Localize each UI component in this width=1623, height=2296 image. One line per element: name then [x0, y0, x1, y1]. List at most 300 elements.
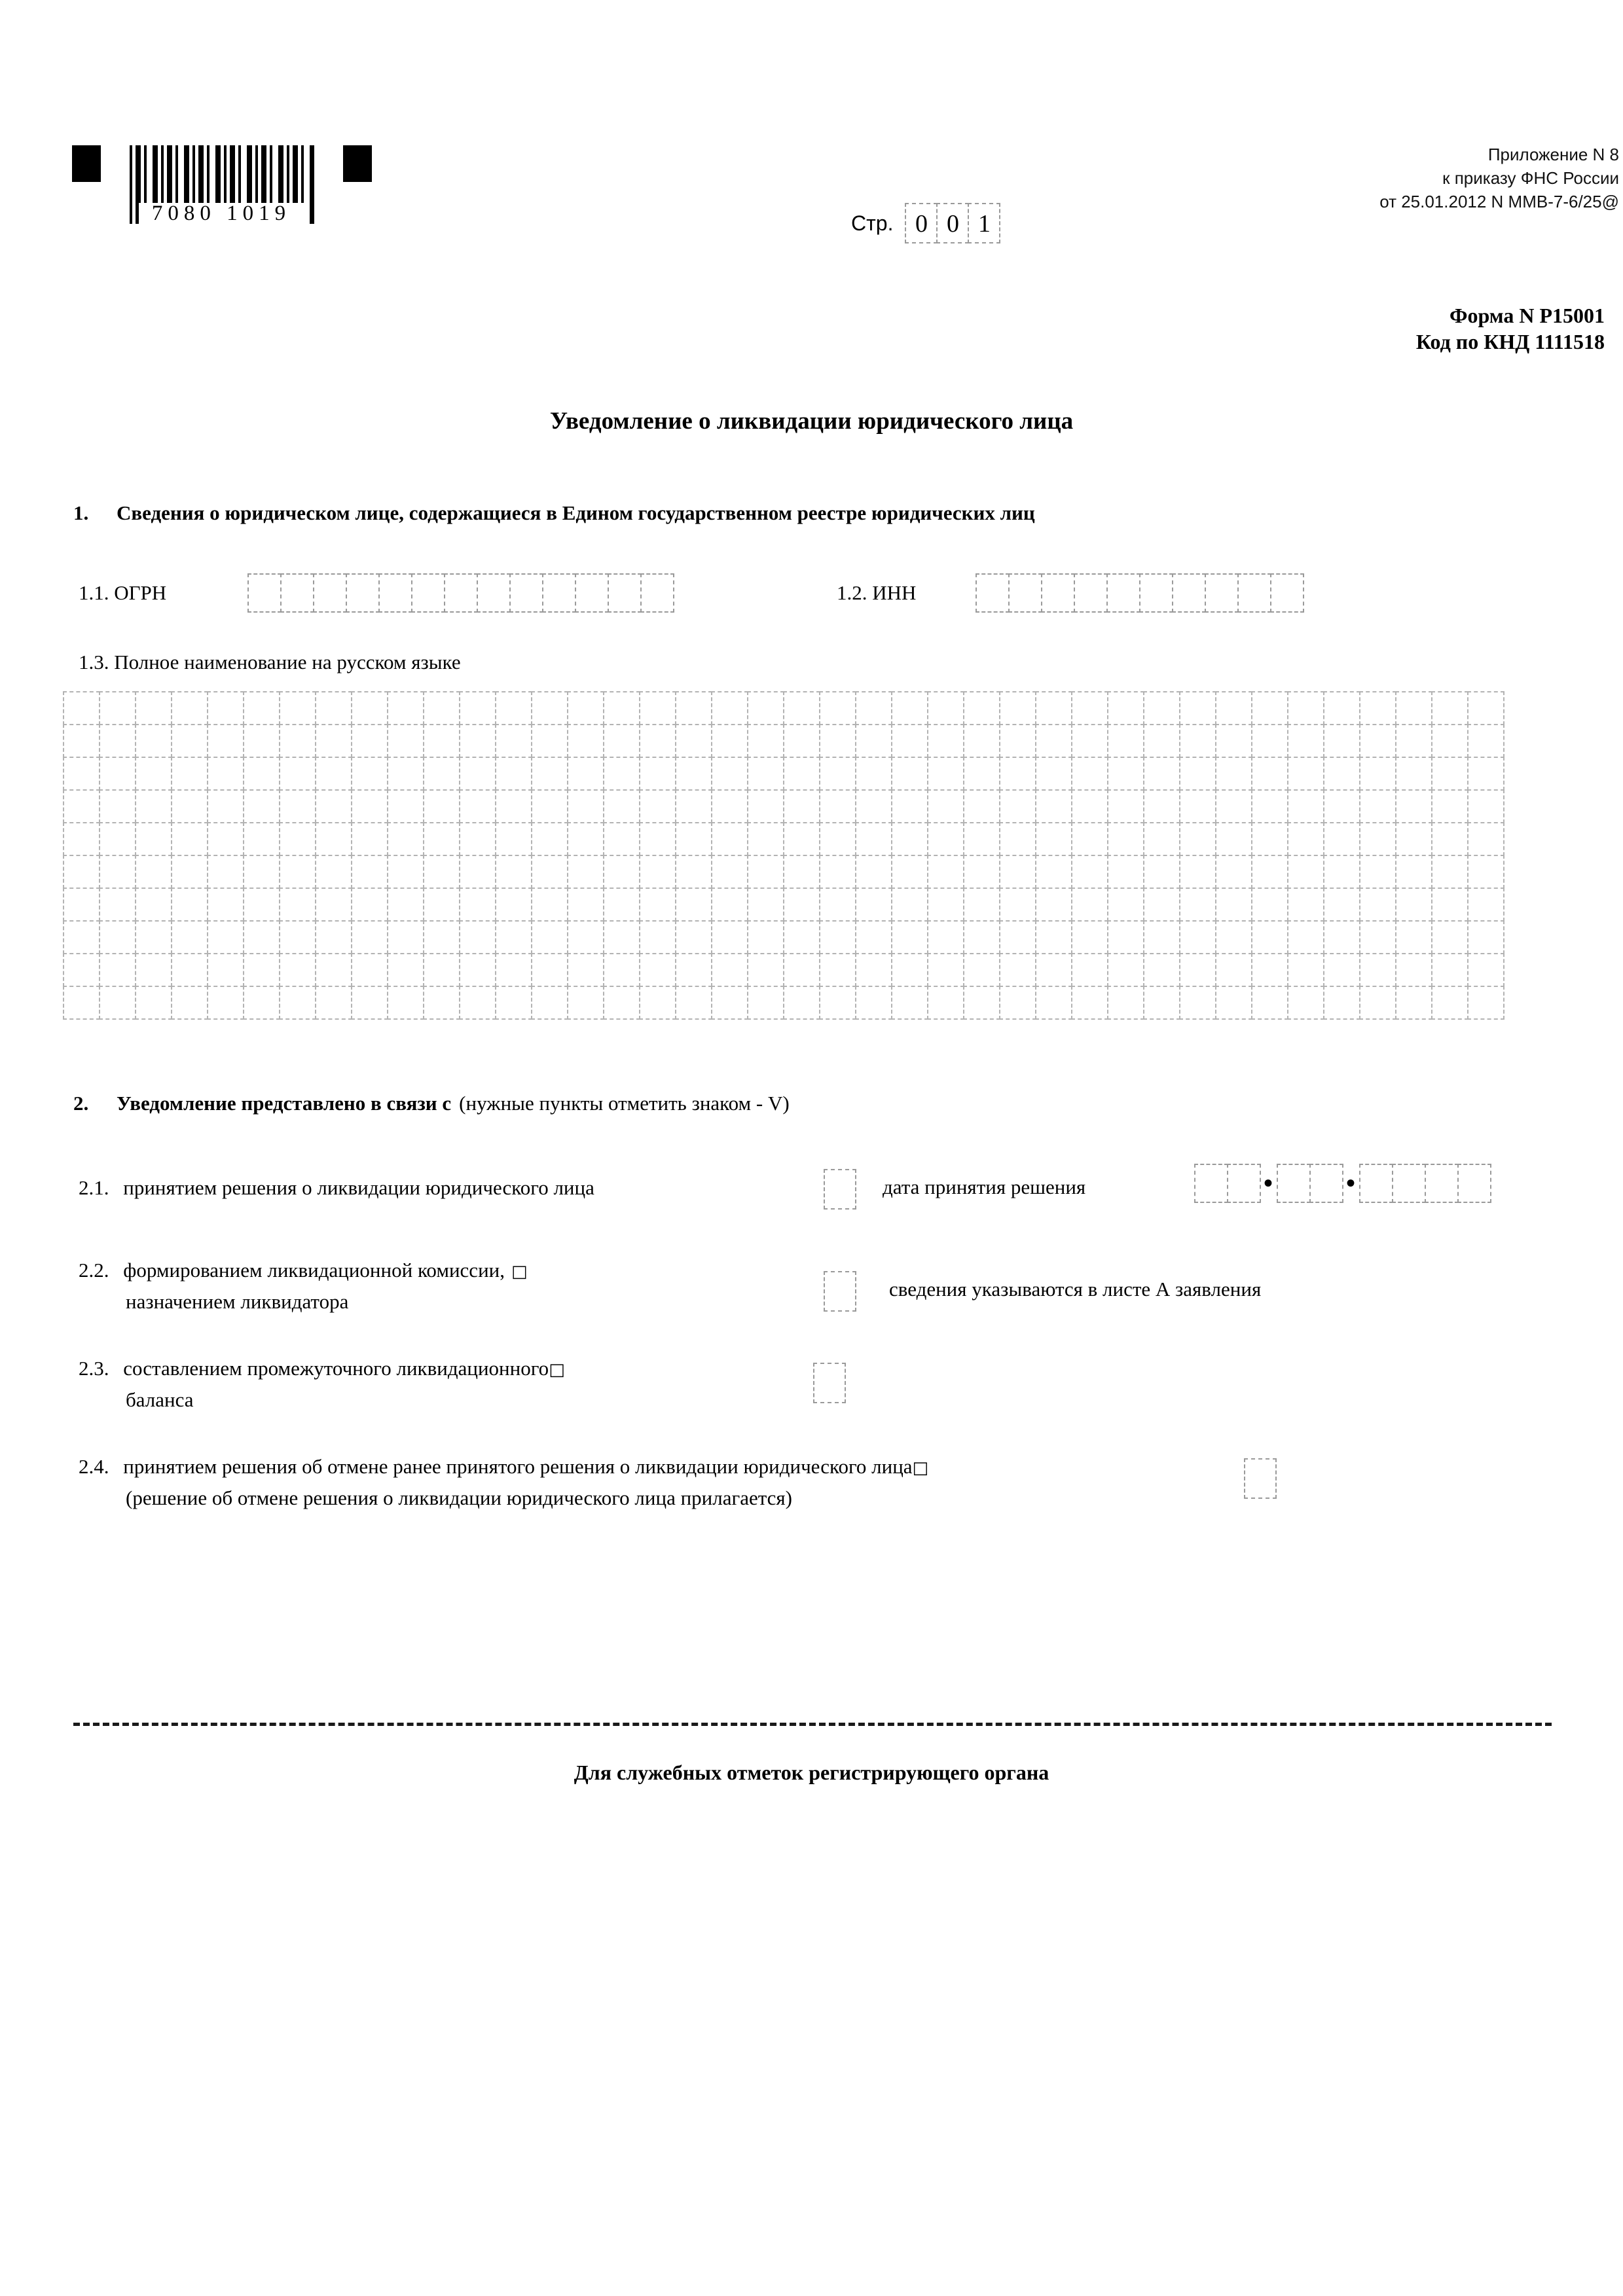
- full-name-char-cell[interactable]: [351, 757, 388, 791]
- full-name-char-cell[interactable]: [387, 920, 424, 954]
- full-name-char-cell[interactable]: [1143, 953, 1180, 987]
- ogrn-input[interactable]: [247, 573, 673, 613]
- full-name-char-cell[interactable]: [1179, 757, 1216, 791]
- full-name-char-cell[interactable]: [855, 724, 892, 758]
- full-name-char-cell[interactable]: [855, 855, 892, 889]
- full-name-char-cell[interactable]: [927, 855, 964, 889]
- full-name-char-cell[interactable]: [459, 691, 496, 725]
- full-name-char-cell[interactable]: [495, 757, 532, 791]
- full-name-char-cell[interactable]: [1035, 789, 1072, 823]
- full-name-char-cell[interactable]: [963, 986, 1000, 1020]
- full-name-char-cell[interactable]: [207, 953, 244, 987]
- full-name-char-cell[interactable]: [675, 855, 712, 889]
- full-name-char-cell[interactable]: [1395, 855, 1432, 889]
- full-name-char-cell[interactable]: [1251, 888, 1288, 922]
- full-name-char-cell[interactable]: [423, 724, 460, 758]
- full-name-char-cell[interactable]: [351, 691, 388, 725]
- full-name-char-cell[interactable]: [891, 953, 928, 987]
- inn-digit-cell[interactable]: [1172, 573, 1206, 613]
- full-name-char-cell[interactable]: [423, 789, 460, 823]
- full-name-char-cell[interactable]: [63, 855, 100, 889]
- full-name-char-cell[interactable]: [63, 953, 100, 987]
- full-name-char-cell[interactable]: [675, 953, 712, 987]
- full-name-row[interactable]: [63, 953, 1503, 987]
- full-name-char-cell[interactable]: [1215, 822, 1252, 856]
- ogrn-digit-cell[interactable]: [542, 573, 576, 613]
- full-name-char-cell[interactable]: [1035, 920, 1072, 954]
- full-name-char-cell[interactable]: [459, 822, 496, 856]
- inn-digit-cell[interactable]: [976, 573, 1010, 613]
- date-year-cell[interactable]: [1359, 1164, 1393, 1203]
- ogrn-digit-cell[interactable]: [608, 573, 642, 613]
- full-name-char-cell[interactable]: [135, 888, 172, 922]
- full-name-char-cell[interactable]: [459, 855, 496, 889]
- full-name-char-cell[interactable]: [1107, 789, 1144, 823]
- full-name-char-cell[interactable]: [963, 855, 1000, 889]
- full-name-char-cell[interactable]: [1035, 855, 1072, 889]
- full-name-char-cell[interactable]: [1179, 920, 1216, 954]
- full-name-char-cell[interactable]: [927, 986, 964, 1020]
- full-name-char-cell[interactable]: [819, 757, 856, 791]
- full-name-char-cell[interactable]: [459, 888, 496, 922]
- full-name-char-cell[interactable]: [531, 789, 568, 823]
- full-name-char-cell[interactable]: [1215, 724, 1252, 758]
- full-name-char-cell[interactable]: [675, 888, 712, 922]
- full-name-char-cell[interactable]: [1035, 724, 1072, 758]
- full-name-char-cell[interactable]: [603, 986, 640, 1020]
- full-name-char-cell[interactable]: [387, 757, 424, 791]
- ogrn-digit-cell[interactable]: [575, 573, 609, 613]
- ogrn-digit-cell[interactable]: [346, 573, 380, 613]
- full-name-char-cell[interactable]: [1071, 888, 1108, 922]
- full-name-row[interactable]: [63, 724, 1503, 758]
- inn-input[interactable]: [976, 573, 1303, 613]
- full-name-char-cell[interactable]: [135, 822, 172, 856]
- full-name-char-cell[interactable]: [99, 757, 136, 791]
- full-name-char-cell[interactable]: [999, 986, 1036, 1020]
- full-name-char-cell[interactable]: [999, 724, 1036, 758]
- full-name-char-cell[interactable]: [1467, 920, 1504, 954]
- full-name-char-cell[interactable]: [1071, 953, 1108, 987]
- full-name-char-cell[interactable]: [1323, 888, 1360, 922]
- full-name-char-cell[interactable]: [747, 920, 784, 954]
- full-name-char-cell[interactable]: [999, 822, 1036, 856]
- full-name-char-cell[interactable]: [207, 986, 244, 1020]
- full-name-char-cell[interactable]: [1107, 888, 1144, 922]
- full-name-char-cell[interactable]: [999, 757, 1036, 791]
- ogrn-digit-cell[interactable]: [640, 573, 674, 613]
- full-name-char-cell[interactable]: [531, 953, 568, 987]
- full-name-char-cell[interactable]: [1071, 724, 1108, 758]
- full-name-char-cell[interactable]: [315, 822, 352, 856]
- full-name-char-cell[interactable]: [1071, 920, 1108, 954]
- full-name-char-cell[interactable]: [603, 855, 640, 889]
- full-name-char-cell[interactable]: [279, 986, 316, 1020]
- full-name-char-cell[interactable]: [171, 888, 208, 922]
- full-name-char-cell[interactable]: [1359, 888, 1396, 922]
- full-name-char-cell[interactable]: [387, 888, 424, 922]
- full-name-char-cell[interactable]: [459, 920, 496, 954]
- full-name-char-cell[interactable]: [279, 920, 316, 954]
- full-name-char-cell[interactable]: [711, 888, 748, 922]
- inn-digit-cell[interactable]: [1205, 573, 1239, 613]
- full-name-row[interactable]: [63, 855, 1503, 889]
- full-name-char-cell[interactable]: [531, 724, 568, 758]
- full-name-char-cell[interactable]: [531, 986, 568, 1020]
- full-name-char-cell[interactable]: [639, 789, 676, 823]
- full-name-char-cell[interactable]: [171, 920, 208, 954]
- full-name-char-cell[interactable]: [675, 724, 712, 758]
- full-name-char-cell[interactable]: [351, 986, 388, 1020]
- full-name-char-cell[interactable]: [1431, 822, 1468, 856]
- full-name-char-cell[interactable]: [387, 986, 424, 1020]
- page-digit-cell[interactable]: 0: [936, 203, 969, 243]
- full-name-char-cell[interactable]: [963, 757, 1000, 791]
- full-name-char-cell[interactable]: [531, 691, 568, 725]
- full-name-char-cell[interactable]: [243, 691, 280, 725]
- full-name-char-cell[interactable]: [675, 986, 712, 1020]
- full-name-char-cell[interactable]: [1251, 789, 1288, 823]
- full-name-char-cell[interactable]: [1431, 724, 1468, 758]
- full-name-char-cell[interactable]: [1431, 888, 1468, 922]
- full-name-char-cell[interactable]: [819, 888, 856, 922]
- full-name-char-cell[interactable]: [783, 724, 820, 758]
- full-name-char-cell[interactable]: [1035, 953, 1072, 987]
- full-name-char-cell[interactable]: [855, 888, 892, 922]
- full-name-char-cell[interactable]: [891, 822, 928, 856]
- full-name-char-cell[interactable]: [1323, 986, 1360, 1020]
- full-name-char-cell[interactable]: [1431, 920, 1468, 954]
- full-name-char-cell[interactable]: [783, 789, 820, 823]
- full-name-char-cell[interactable]: [1287, 691, 1324, 725]
- full-name-char-cell[interactable]: [207, 789, 244, 823]
- full-name-char-cell[interactable]: [747, 822, 784, 856]
- item-2-4-checkbox[interactable]: [1244, 1458, 1277, 1499]
- full-name-char-cell[interactable]: [207, 855, 244, 889]
- full-name-char-cell[interactable]: [603, 724, 640, 758]
- date-year-cell[interactable]: [1425, 1164, 1459, 1203]
- full-name-char-cell[interactable]: [459, 986, 496, 1020]
- full-name-char-cell[interactable]: [1071, 855, 1108, 889]
- full-name-char-cell[interactable]: [1359, 724, 1396, 758]
- full-name-char-cell[interactable]: [1431, 986, 1468, 1020]
- full-name-char-cell[interactable]: [531, 855, 568, 889]
- full-name-char-cell[interactable]: [711, 724, 748, 758]
- full-name-char-cell[interactable]: [1179, 789, 1216, 823]
- full-name-char-cell[interactable]: [423, 822, 460, 856]
- inn-digit-cell[interactable]: [1237, 573, 1271, 613]
- full-name-char-cell[interactable]: [1395, 757, 1432, 791]
- full-name-char-cell[interactable]: [783, 691, 820, 725]
- full-name-char-cell[interactable]: [1323, 953, 1360, 987]
- full-name-char-cell[interactable]: [639, 822, 676, 856]
- full-name-char-cell[interactable]: [603, 888, 640, 922]
- full-name-char-cell[interactable]: [1287, 920, 1324, 954]
- full-name-char-cell[interactable]: [783, 986, 820, 1020]
- full-name-char-cell[interactable]: [135, 757, 172, 791]
- full-name-char-cell[interactable]: [927, 789, 964, 823]
- full-name-char-cell[interactable]: [819, 724, 856, 758]
- full-name-char-cell[interactable]: [711, 822, 748, 856]
- full-name-char-cell[interactable]: [1467, 691, 1504, 725]
- full-name-char-cell[interactable]: [207, 757, 244, 791]
- full-name-char-cell[interactable]: [495, 953, 532, 987]
- full-name-row[interactable]: [63, 888, 1503, 922]
- full-name-char-cell[interactable]: [711, 855, 748, 889]
- full-name-char-cell[interactable]: [1215, 888, 1252, 922]
- full-name-char-cell[interactable]: [531, 920, 568, 954]
- full-name-char-cell[interactable]: [891, 724, 928, 758]
- full-name-char-cell[interactable]: [423, 691, 460, 725]
- full-name-char-cell[interactable]: [135, 986, 172, 1020]
- full-name-char-cell[interactable]: [1107, 986, 1144, 1020]
- full-name-char-cell[interactable]: [99, 724, 136, 758]
- full-name-char-cell[interactable]: [1251, 691, 1288, 725]
- full-name-char-cell[interactable]: [927, 953, 964, 987]
- full-name-char-cell[interactable]: [423, 953, 460, 987]
- full-name-char-cell[interactable]: [351, 822, 388, 856]
- full-name-char-cell[interactable]: [423, 757, 460, 791]
- full-name-char-cell[interactable]: [1107, 920, 1144, 954]
- full-name-char-cell[interactable]: [1287, 986, 1324, 1020]
- full-name-char-cell[interactable]: [171, 986, 208, 1020]
- full-name-char-cell[interactable]: [279, 757, 316, 791]
- full-name-char-cell[interactable]: [207, 920, 244, 954]
- full-name-char-cell[interactable]: [1179, 691, 1216, 725]
- full-name-char-cell[interactable]: [603, 757, 640, 791]
- full-name-char-cell[interactable]: [1107, 855, 1144, 889]
- full-name-char-cell[interactable]: [243, 986, 280, 1020]
- full-name-char-cell[interactable]: [567, 986, 604, 1020]
- full-name-char-cell[interactable]: [1251, 855, 1288, 889]
- full-name-char-cell[interactable]: [387, 953, 424, 987]
- full-name-char-cell[interactable]: [531, 822, 568, 856]
- full-name-char-cell[interactable]: [315, 920, 352, 954]
- item-2-2-checkbox[interactable]: [824, 1271, 856, 1312]
- full-name-char-cell[interactable]: [1287, 855, 1324, 889]
- full-name-char-cell[interactable]: [711, 920, 748, 954]
- full-name-char-cell[interactable]: [1395, 888, 1432, 922]
- full-name-char-cell[interactable]: [783, 757, 820, 791]
- full-name-char-cell[interactable]: [567, 855, 604, 889]
- full-name-char-cell[interactable]: [351, 855, 388, 889]
- full-name-char-cell[interactable]: [819, 855, 856, 889]
- full-name-char-cell[interactable]: [1215, 789, 1252, 823]
- full-name-char-cell[interactable]: [1215, 920, 1252, 954]
- full-name-char-cell[interactable]: [1395, 986, 1432, 1020]
- full-name-char-cell[interactable]: [1395, 920, 1432, 954]
- full-name-char-cell[interactable]: [819, 920, 856, 954]
- full-name-char-cell[interactable]: [639, 757, 676, 791]
- full-name-char-cell[interactable]: [1179, 822, 1216, 856]
- full-name-char-cell[interactable]: [927, 691, 964, 725]
- full-name-char-cell[interactable]: [639, 855, 676, 889]
- inn-digit-cell[interactable]: [1139, 573, 1173, 613]
- full-name-char-cell[interactable]: [243, 855, 280, 889]
- full-name-char-cell[interactable]: [675, 757, 712, 791]
- page-digit-cell[interactable]: 1: [968, 203, 1000, 243]
- date-day-cell[interactable]: [1194, 1164, 1228, 1203]
- full-name-char-cell[interactable]: [243, 953, 280, 987]
- full-name-char-cell[interactable]: [1215, 855, 1252, 889]
- full-name-char-cell[interactable]: [495, 986, 532, 1020]
- date-day-cell[interactable]: [1227, 1164, 1261, 1203]
- full-name-char-cell[interactable]: [999, 855, 1036, 889]
- full-name-char-cell[interactable]: [1359, 953, 1396, 987]
- decision-date-input[interactable]: [1194, 1164, 1490, 1203]
- full-name-char-cell[interactable]: [171, 789, 208, 823]
- full-name-char-cell[interactable]: [315, 691, 352, 725]
- full-name-char-cell[interactable]: [855, 953, 892, 987]
- full-name-char-cell[interactable]: [1179, 724, 1216, 758]
- full-name-char-cell[interactable]: [315, 757, 352, 791]
- full-name-char-cell[interactable]: [1467, 953, 1504, 987]
- full-name-char-cell[interactable]: [99, 855, 136, 889]
- full-name-char-cell[interactable]: [135, 920, 172, 954]
- full-name-char-cell[interactable]: [675, 822, 712, 856]
- full-name-char-cell[interactable]: [495, 724, 532, 758]
- full-name-char-cell[interactable]: [423, 986, 460, 1020]
- full-name-char-cell[interactable]: [963, 822, 1000, 856]
- full-name-char-cell[interactable]: [1107, 724, 1144, 758]
- full-name-char-cell[interactable]: [171, 691, 208, 725]
- full-name-char-cell[interactable]: [1359, 789, 1396, 823]
- full-name-char-cell[interactable]: [567, 822, 604, 856]
- full-name-char-cell[interactable]: [531, 757, 568, 791]
- full-name-row[interactable]: [63, 691, 1503, 725]
- full-name-char-cell[interactable]: [1467, 789, 1504, 823]
- full-name-char-cell[interactable]: [63, 920, 100, 954]
- full-name-row[interactable]: [63, 986, 1503, 1020]
- full-name-char-cell[interactable]: [207, 691, 244, 725]
- full-name-char-cell[interactable]: [1359, 691, 1396, 725]
- full-name-char-cell[interactable]: [1395, 724, 1432, 758]
- full-name-char-cell[interactable]: [63, 888, 100, 922]
- full-name-char-cell[interactable]: [1107, 822, 1144, 856]
- full-name-char-cell[interactable]: [1359, 855, 1396, 889]
- full-name-char-cell[interactable]: [1035, 888, 1072, 922]
- full-name-char-cell[interactable]: [1395, 691, 1432, 725]
- full-name-char-cell[interactable]: [603, 822, 640, 856]
- full-name-char-cell[interactable]: [63, 986, 100, 1020]
- inn-digit-cell[interactable]: [1008, 573, 1042, 613]
- inn-digit-cell[interactable]: [1270, 573, 1304, 613]
- full-name-char-cell[interactable]: [639, 691, 676, 725]
- full-name-char-cell[interactable]: [927, 822, 964, 856]
- full-name-char-cell[interactable]: [387, 724, 424, 758]
- full-name-char-cell[interactable]: [1323, 691, 1360, 725]
- full-name-char-cell[interactable]: [1215, 691, 1252, 725]
- full-name-char-cell[interactable]: [567, 691, 604, 725]
- full-name-char-cell[interactable]: [711, 986, 748, 1020]
- full-name-char-cell[interactable]: [891, 920, 928, 954]
- full-name-char-cell[interactable]: [207, 888, 244, 922]
- full-name-char-cell[interactable]: [1431, 757, 1468, 791]
- full-name-char-cell[interactable]: [171, 724, 208, 758]
- full-name-char-cell[interactable]: [1107, 757, 1144, 791]
- full-name-char-cell[interactable]: [315, 724, 352, 758]
- full-name-char-cell[interactable]: [819, 789, 856, 823]
- full-name-char-cell[interactable]: [1035, 757, 1072, 791]
- full-name-char-cell[interactable]: [891, 757, 928, 791]
- full-name-char-cell[interactable]: [963, 789, 1000, 823]
- full-name-char-cell[interactable]: [927, 724, 964, 758]
- full-name-char-cell[interactable]: [1323, 855, 1360, 889]
- full-name-char-cell[interactable]: [1143, 822, 1180, 856]
- full-name-char-cell[interactable]: [63, 789, 100, 823]
- full-name-char-cell[interactable]: [1323, 757, 1360, 791]
- full-name-char-cell[interactable]: [639, 888, 676, 922]
- full-name-char-cell[interactable]: [927, 920, 964, 954]
- full-name-char-cell[interactable]: [1467, 724, 1504, 758]
- full-name-char-cell[interactable]: [387, 789, 424, 823]
- full-name-char-cell[interactable]: [819, 953, 856, 987]
- full-name-char-cell[interactable]: [1179, 888, 1216, 922]
- full-name-char-cell[interactable]: [747, 789, 784, 823]
- full-name-char-cell[interactable]: [387, 822, 424, 856]
- full-name-char-cell[interactable]: [1143, 724, 1180, 758]
- ogrn-digit-cell[interactable]: [313, 573, 347, 613]
- full-name-row[interactable]: [63, 920, 1503, 954]
- full-name-char-cell[interactable]: [747, 724, 784, 758]
- full-name-char-cell[interactable]: [495, 855, 532, 889]
- full-name-char-cell[interactable]: [459, 757, 496, 791]
- date-month-cell[interactable]: [1277, 1164, 1311, 1203]
- full-name-char-cell[interactable]: [1071, 691, 1108, 725]
- full-name-char-cell[interactable]: [495, 789, 532, 823]
- full-name-char-cell[interactable]: [1323, 724, 1360, 758]
- full-name-char-cell[interactable]: [135, 953, 172, 987]
- full-name-char-cell[interactable]: [1287, 789, 1324, 823]
- full-name-char-cell[interactable]: [783, 953, 820, 987]
- full-name-char-cell[interactable]: [1071, 822, 1108, 856]
- full-name-char-cell[interactable]: [279, 691, 316, 725]
- full-name-char-cell[interactable]: [711, 757, 748, 791]
- full-name-char-cell[interactable]: [315, 789, 352, 823]
- full-name-char-cell[interactable]: [99, 822, 136, 856]
- full-name-char-cell[interactable]: [675, 691, 712, 725]
- full-name-char-cell[interactable]: [243, 920, 280, 954]
- full-name-char-cell[interactable]: [1323, 920, 1360, 954]
- full-name-char-cell[interactable]: [927, 757, 964, 791]
- full-name-char-cell[interactable]: [675, 789, 712, 823]
- full-name-char-cell[interactable]: [1071, 757, 1108, 791]
- full-name-char-cell[interactable]: [819, 986, 856, 1020]
- full-name-char-cell[interactable]: [747, 986, 784, 1020]
- full-name-char-cell[interactable]: [495, 920, 532, 954]
- full-name-char-cell[interactable]: [1179, 855, 1216, 889]
- page-digit-cell[interactable]: 0: [905, 203, 938, 243]
- full-name-char-cell[interactable]: [1143, 855, 1180, 889]
- full-name-char-cell[interactable]: [243, 888, 280, 922]
- full-name-char-cell[interactable]: [1143, 691, 1180, 725]
- inn-digit-cell[interactable]: [1041, 573, 1075, 613]
- full-name-char-cell[interactable]: [747, 691, 784, 725]
- full-name-char-cell[interactable]: [459, 789, 496, 823]
- full-name-char-cell[interactable]: [1287, 757, 1324, 791]
- full-name-char-cell[interactable]: [99, 888, 136, 922]
- full-name-char-cell[interactable]: [423, 855, 460, 889]
- full-name-char-cell[interactable]: [1251, 920, 1288, 954]
- full-name-char-cell[interactable]: [963, 920, 1000, 954]
- full-name-char-cell[interactable]: [279, 855, 316, 889]
- full-name-char-cell[interactable]: [1431, 953, 1468, 987]
- full-name-char-cell[interactable]: [639, 920, 676, 954]
- full-name-char-cell[interactable]: [1467, 986, 1504, 1020]
- full-name-char-cell[interactable]: [243, 789, 280, 823]
- full-name-char-cell[interactable]: [171, 822, 208, 856]
- full-name-char-cell[interactable]: [99, 953, 136, 987]
